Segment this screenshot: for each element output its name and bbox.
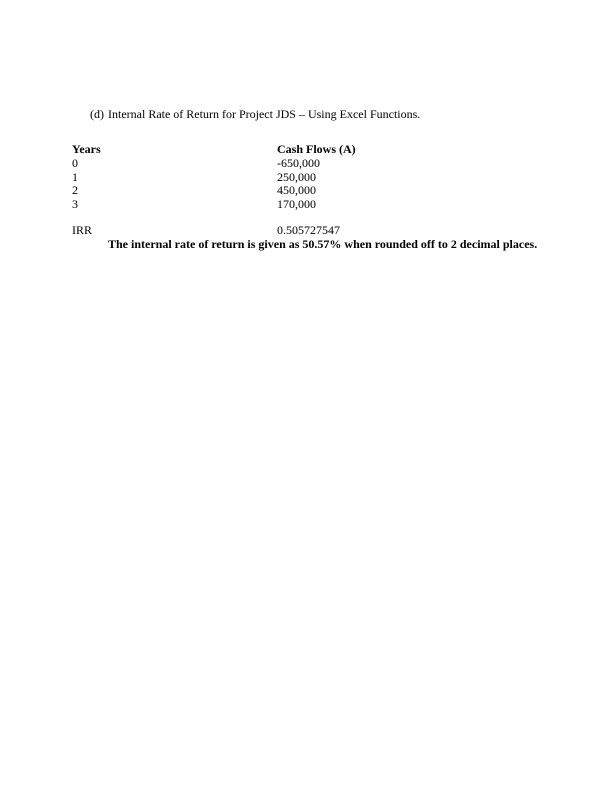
table-row	[72, 157, 477, 171]
table-row	[72, 184, 477, 198]
header-cash-flows: Cash Flows (A)	[277, 142, 356, 156]
cash-flow-cell: 170,000	[277, 197, 316, 212]
cash-flow-cell: 450,000	[277, 183, 316, 198]
year-cell: 0	[72, 155, 78, 170]
section-heading	[90, 107, 420, 122]
cash-flow-cell: -650,000	[277, 155, 320, 170]
year-cell: 2	[72, 183, 78, 198]
cash-flow-cell: 250,000	[277, 169, 316, 184]
irr-conclusion: The internal rate of return is given as 50.57% when rounded off to 2 decimal places.	[108, 237, 538, 251]
irr-label: IRR	[72, 223, 93, 237]
table-row	[72, 171, 477, 185]
irr-value: 0.505727547	[277, 223, 340, 237]
header-years: Years	[72, 142, 101, 156]
section-heading-text: Internal Rate of Return for Project JDS – Using Excel Functions.	[108, 107, 421, 121]
table-header-row	[72, 143, 477, 157]
table-row	[72, 198, 477, 212]
cash-flow-table	[72, 143, 477, 212]
irr-row	[72, 224, 340, 238]
year-cell: 1	[72, 169, 78, 184]
year-cell: 3	[72, 197, 78, 212]
section-marker: (d)	[90, 107, 104, 121]
